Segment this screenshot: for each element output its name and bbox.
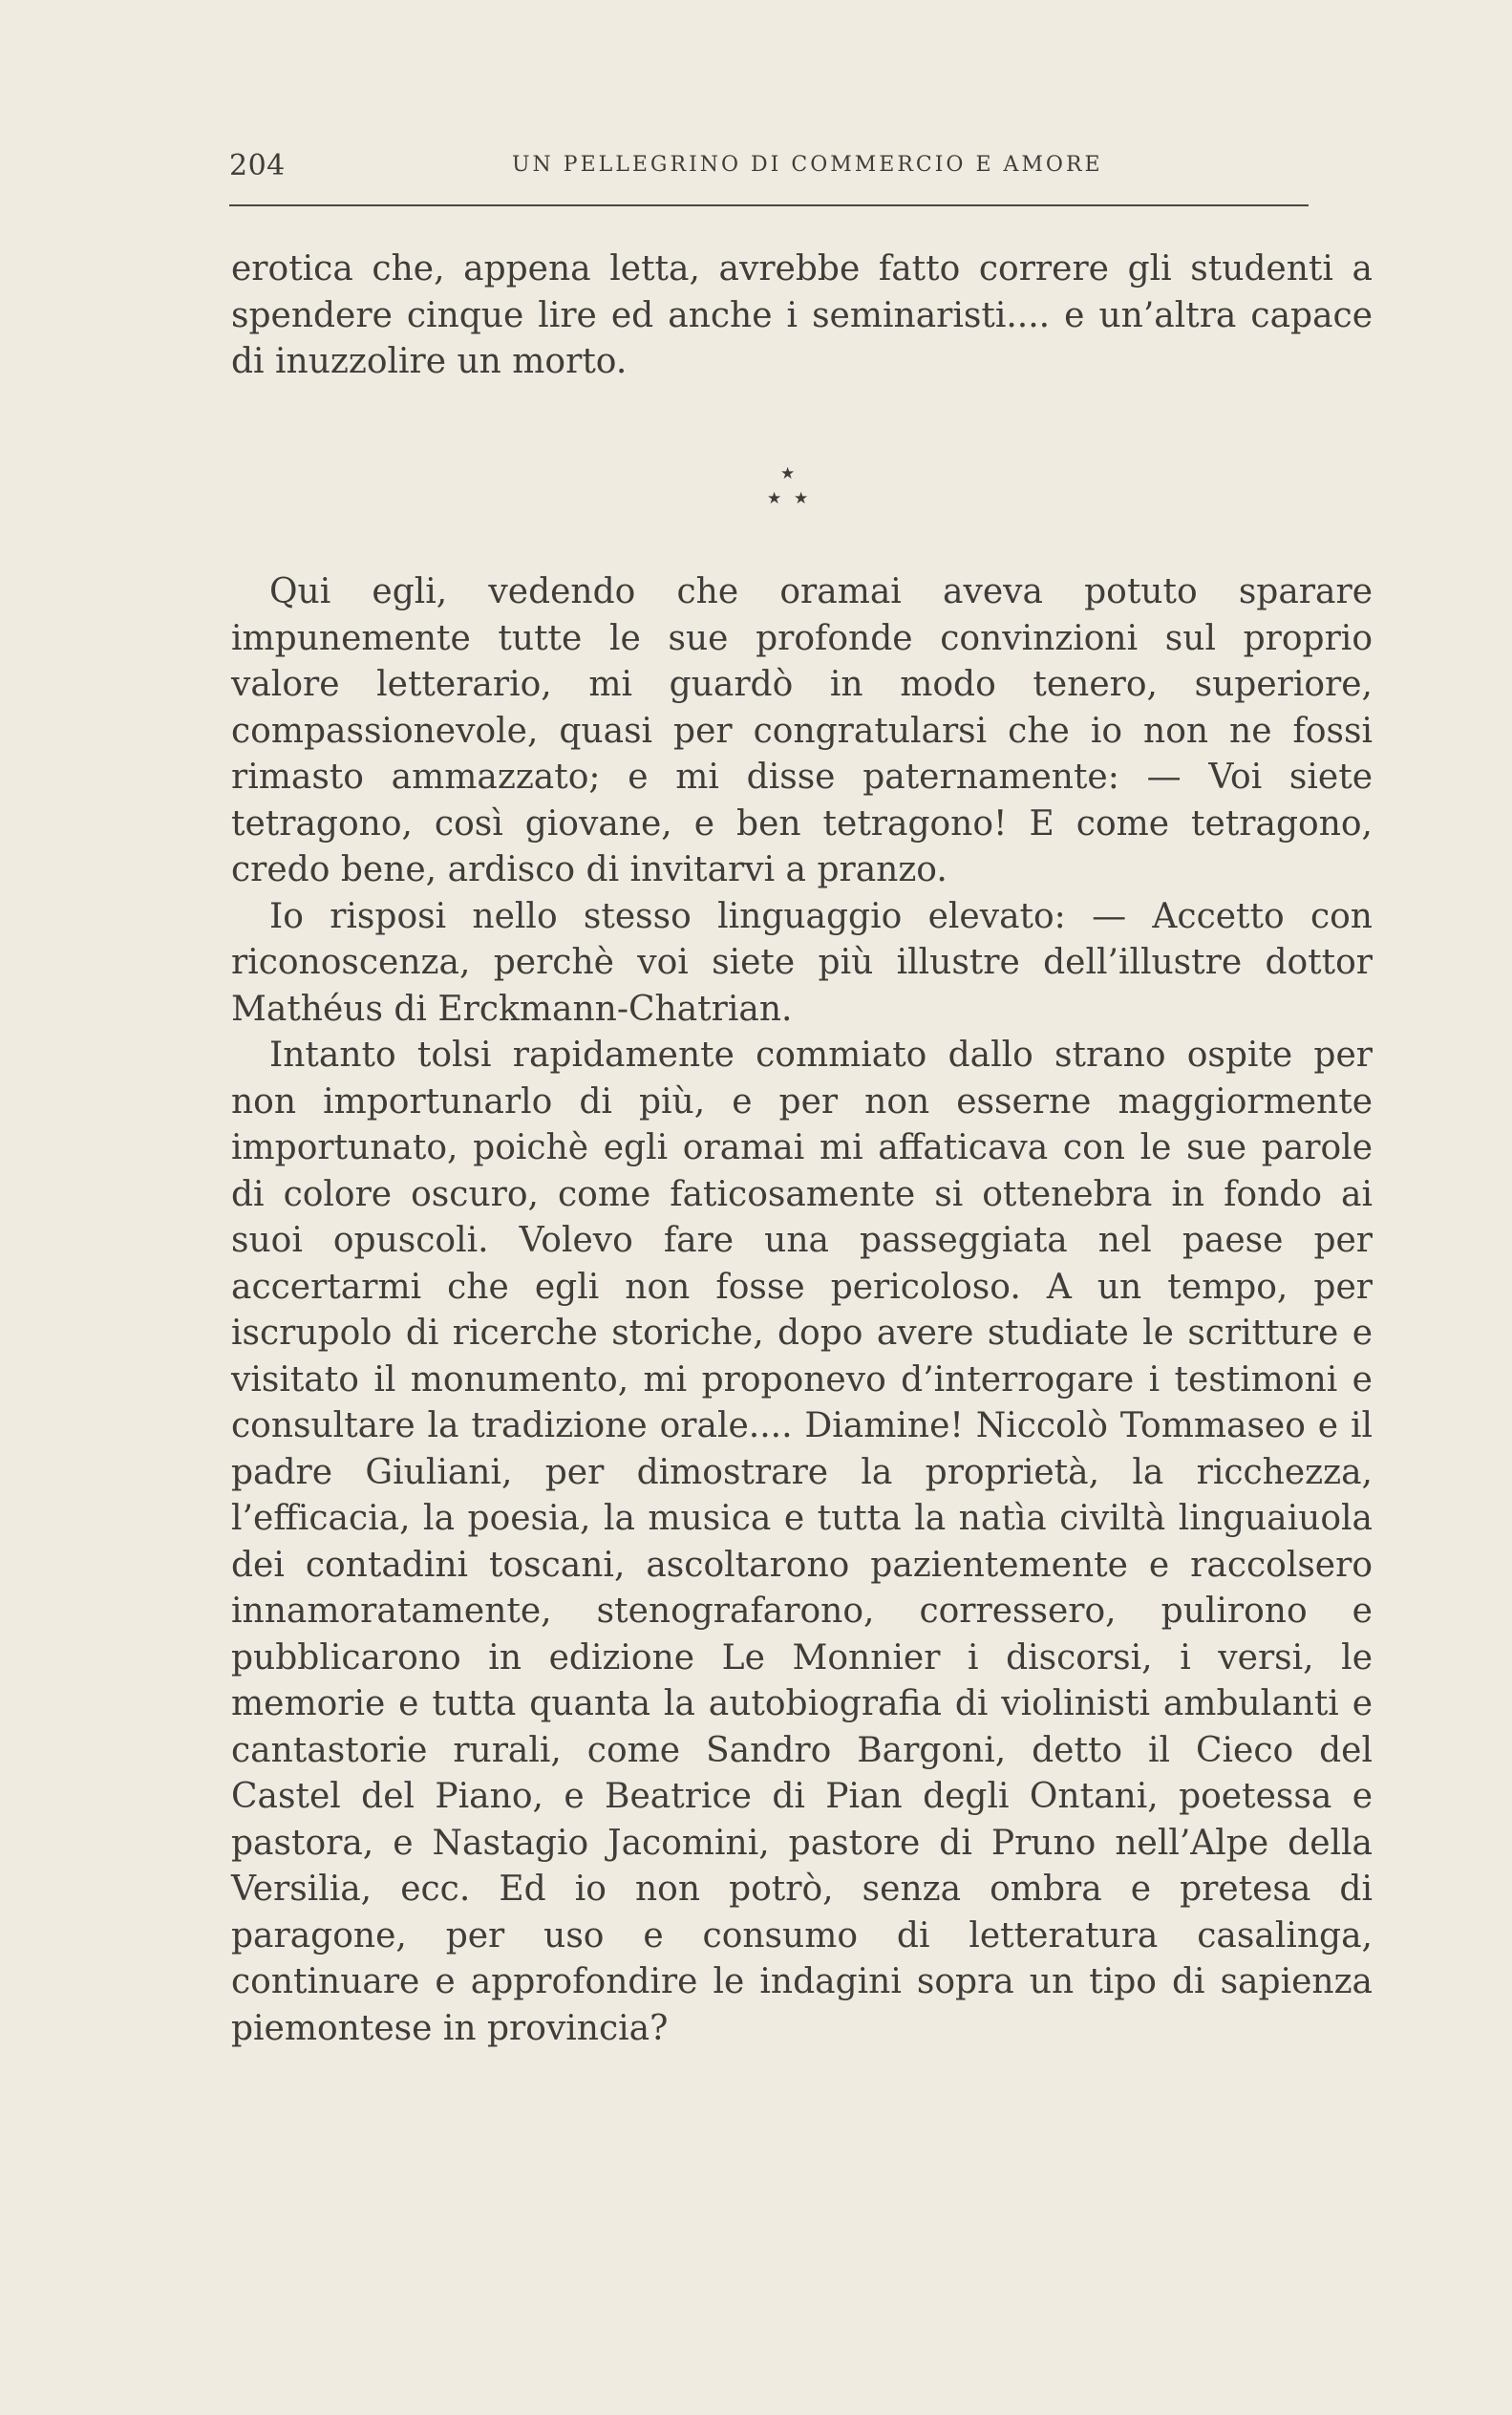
paragraph: Intanto tolsi rapidamente commiato dallo strano ospite per non importunarlo di più, e per non esserne maggiormente importunato, poichè egli oramai mi affaticava con le sue parole di colore oscuro, come faticosamente si ottenebra in fondo ai suoi opuscoli. Volevo fare una passeggiata nel paese per accertarmi che egli non fosse pericoloso. A un tempo, per iscrupolo di ricerche storiche, dopo avere studiate le scritture e visitato il monumento, mi proponevo d’interrogare i testimoni e consultare la tradizione orale.... Diamine! Niccolò Tommaseo e il padre Giuliani, per dimostrare la proprietà, la ricchezza, l’efficacia, la poesia, la musica e tutta la natìa civiltà linguaiuola dei contadini toscani, ascoltarono pazientemente e raccolsero innamoratamente, stenografarono, corressero, pulirono e pubblicarono in edizione Le Monnier i discorsi, i versi, le memorie e tutta quanta la autobiografia di violinisti ambulanti e cantastorie rurali, come Sandro Bargoni, detto il Cieco del Castel del Piano, e Beatrice di Pian degli Ontani, poetessa e pastora, e Nastagio Jacomini, pastore di Pruno nell’Alpe della Versilia, ecc. Ed io non potrò, senza ombra e pretesa di paragone, per uso e consumo di letteratura casalinga, continuare e approfondire le indagini sopra un tipo di sapienza piemontese in provincia? [231, 1036, 1373, 2048]
text-block-main [231, 569, 1373, 2052]
text-block-top [231, 246, 1373, 386]
star-icon: ★ [767, 489, 782, 508]
star-icon: ★ [794, 489, 809, 508]
paragraph: erotica che, appena letta, avrebbe fatto correre gli studenti a spendere cinque lire ed anche i seminaristi.... e un’altra capace di inuzzolire un morto. [231, 249, 1373, 381]
paragraph: Qui egli, vedendo che oramai aveva potuto sparare impunemente tutte le sue profonde convinzioni sul proprio valore letterario, mi guardò in modo tenero, superiore, compassionevole, quasi per congratularsi che io non ne fossi rimasto ammazzato; e mi disse paternamente: — Voi siete tetragono, così giovane, e ben tetragono! E come tetragono, credo bene, ardisco di invitarvi a pranzo. [231, 572, 1373, 889]
star-icon: ★ [780, 464, 796, 483]
paragraph: Io risposi nello stesso linguaggio elevato: — Accetto con riconoscenza, perchè voi siete più illustre dell’illustre dottor Mathéus di Erckmann-Chatrian. [231, 896, 1373, 1029]
page-number: 204 [229, 149, 286, 182]
header-rule [229, 204, 1309, 206]
asterism-section-break [759, 466, 826, 514]
running-head: UN PELLEGRINO DI COMMERCIO E AMORE [512, 153, 1103, 177]
